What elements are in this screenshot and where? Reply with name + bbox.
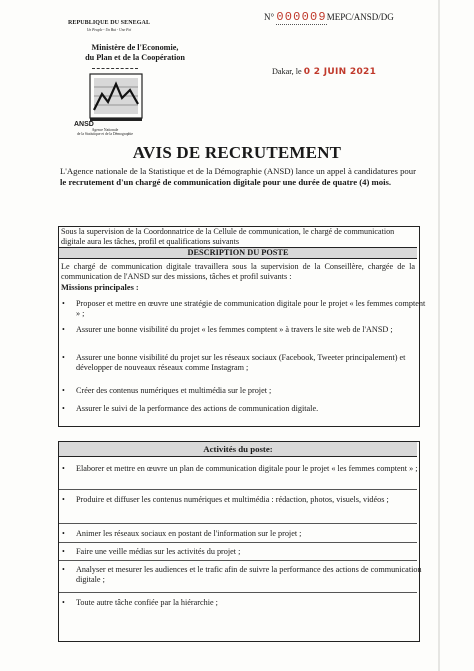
scan-edge [438, 0, 440, 671]
activities-heading: Activités du poste: [59, 442, 417, 457]
bullet-icon: • [62, 325, 65, 334]
logo-subtitle-line-1: Agence Nationale [91, 128, 119, 132]
intro-bold-text: le recrutement d'un chargé de communication digitale pour une durée de quatre (4) mois. [60, 177, 392, 187]
list-item: • Toute autre tâche confiée par la hiérarchie ; [62, 598, 218, 607]
bullet-icon: • [62, 598, 65, 607]
ministry-name [60, 43, 210, 63]
intro-paragraph [60, 166, 416, 188]
list-item: • Proposer et mettre en œuvre une stratégie de communication digitale pour le projet « les femmes comptent » ; [62, 299, 426, 319]
ansd-chart-logo-icon [86, 72, 146, 124]
ministry-line-1: Ministère de l'Economie, [91, 43, 179, 52]
list-item: • Faire une veille médias sur les activités du projet ; [62, 547, 241, 556]
divider [59, 592, 417, 593]
divider [59, 542, 417, 543]
supervision-text: Sous la supervision de la Coordonnatrice de la Cellule de communication, le chargé de communication digitale aura les tâches, profil et qualifications suivants [61, 227, 395, 247]
divider [59, 523, 417, 524]
list-item: • Assurer une bonne visibilité du projet sur les réseaux sociaux (Facebook, Tweeter principalement) et développer de nouveaux réseaux comme Instagram ; [62, 353, 406, 373]
bullet-icon: • [62, 495, 65, 504]
ref-suffix: MEPC/ANSD/DG [326, 12, 394, 22]
description-heading: DESCRIPTION DU POSTE [59, 247, 417, 259]
list-item: • Créer des contenus numériques et multimédia sur le projet ; [62, 386, 272, 395]
intro-text: L'Agence nationale de la Statistique et de la Démographie (ANSD) lance un appel à candidatures pour [60, 166, 416, 176]
bullet-icon: • [62, 299, 65, 308]
ref-number-stamp: 000009 [276, 10, 327, 24]
divider [59, 560, 417, 561]
list-item: • Produire et diffuser les contenus numériques et multimédia : rédaction, photos, visuels, vidéos ; [62, 495, 389, 504]
date-line [272, 67, 376, 77]
list-item: • Animer les réseaux sociaux en postant de l'information sur le projet ; [62, 529, 302, 538]
bullet-icon: • [62, 565, 65, 574]
header-divider [92, 68, 138, 69]
divider [59, 489, 417, 490]
description-body: Le chargé de communication digitale travaillera sous la supervision de la Conseillère, chargée de la communication de l'ANSD sur des missions, tâches et profil suivants : [61, 262, 415, 282]
bullet-icon: • [62, 386, 65, 395]
ministry-line-2: du Plan et de la Coopération [85, 53, 185, 62]
bullet-icon: • [62, 404, 65, 413]
date-prefix: Dakar, le [272, 67, 302, 76]
reference-number [264, 10, 394, 24]
bullet-icon: • [62, 464, 65, 473]
date-stamp: 0 2 JUIN 2021 [303, 67, 377, 77]
list-item: • Analyser et mesurer les audiences et le trafic afin de suivre la performance des actions de communication digitale ; [62, 565, 422, 585]
page-title: AVIS DE RECRUTEMENT [132, 143, 342, 162]
bullet-icon: • [62, 353, 65, 362]
list-item: • Assurer une bonne visibilité du projet « les femmes comptent » à travers le site web de l'ANSD ; [62, 325, 393, 334]
logo-subtitle [64, 128, 146, 137]
national-motto: Un Peuple - Un But - Une Foi [86, 28, 132, 32]
missions-heading: Missions principales : [61, 283, 139, 292]
ref-prefix: N° [264, 12, 275, 22]
bullet-icon: • [62, 529, 65, 538]
list-item: • Assurer le suivi de la performance des actions de communication digitale. [62, 404, 319, 413]
logo-subtitle-line-2: de la Statistique et de la Démographie [76, 132, 134, 137]
country-name: REPUBLIQUE DU SENEGAL [67, 20, 151, 26]
bullet-icon: • [62, 547, 65, 556]
list-item: • Elaborer et mettre en œuvre un plan de communication digitale pour le projet « les femmes comptent » ; [62, 464, 418, 473]
logo-name: ANSD [74, 121, 94, 128]
